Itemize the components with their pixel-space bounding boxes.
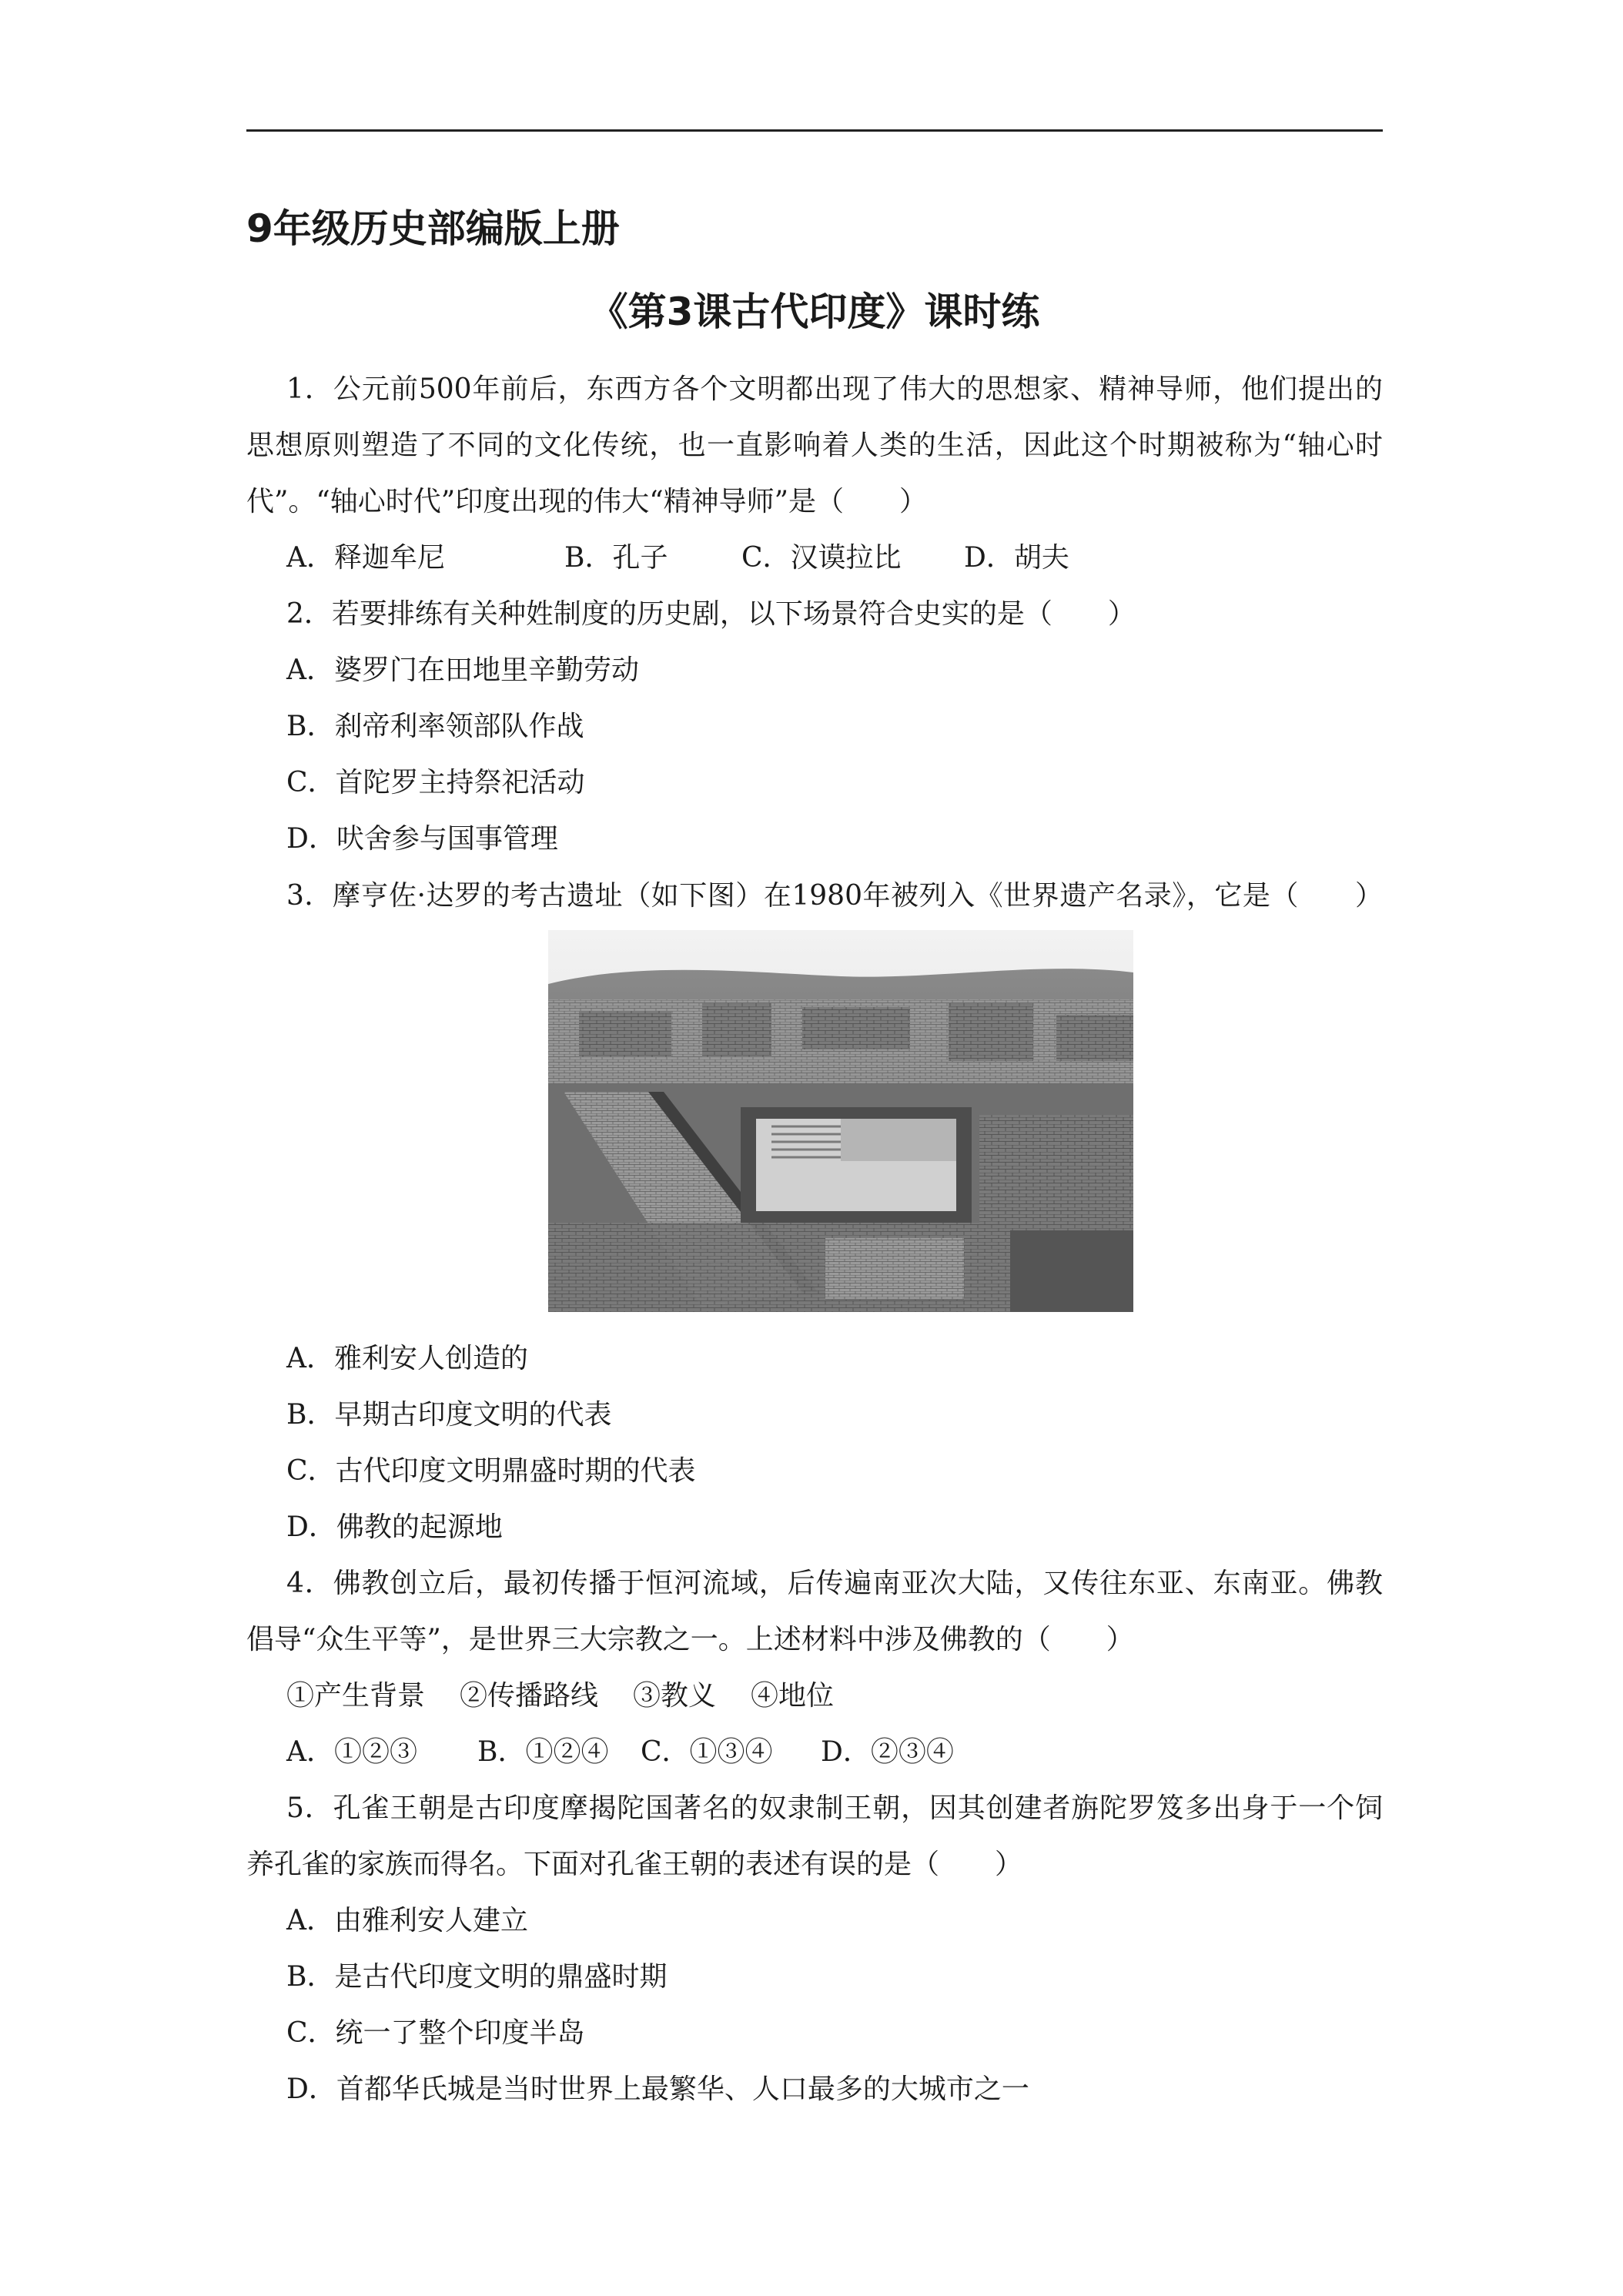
q2-option-d: D．吠舍参与国事管理 — [286, 823, 558, 855]
q1-stem-line-1: 1．公元前500年前后，东西方各个文明都出现了伟大的思想家、精神导师，他们提出的 — [286, 373, 1383, 405]
header-rule — [246, 129, 1383, 132]
q2-option-a: A．婆罗门在田地里辛勤劳动 — [286, 654, 639, 686]
q4-item-3: ③教义 — [633, 1680, 717, 1712]
q4-stem-line-1: 4．佛教创立后，最初传播于恒河流域，后传遍南亚次大陆，又传往东亚、东南亚。佛教 — [286, 1568, 1383, 1599]
q5-option-b: B．是古代印度文明的鼎盛时期 — [286, 1961, 668, 1993]
q4-stem-line-2: 倡导“众生平等”，是世界三大宗教之一。上述材料中涉及佛教的（ ） — [246, 1624, 1134, 1655]
q2-option-b: B．刹帝利率领部队作战 — [286, 711, 584, 742]
q1-stem-line-2: 思想原则塑造了不同的文化传统，也一直影响着人类的生活，因此这个时期被称为“轴心时 — [246, 430, 1383, 461]
q1-option-c: C．汉谟拉比 — [741, 542, 902, 574]
subject-heading: 9年级历史部编版上册 — [246, 206, 620, 251]
q4-item-1: ①产生背景 — [286, 1680, 426, 1712]
q3-option-b: B．早期古印度文明的代表 — [286, 1399, 612, 1431]
q3-option-a: A．雅利安人创造的 — [286, 1343, 528, 1374]
q2-stem: 2．若要排练有关种姓制度的历史剧，以下场景符合史实的是（ ） — [286, 598, 1136, 630]
q4-option-c: C．①③④ — [641, 1736, 773, 1768]
q3-option-d: D．佛教的起源地 — [286, 1511, 503, 1543]
q3-option-c: C．古代印度文明鼎盛时期的代表 — [286, 1455, 696, 1487]
q4-option-d: D．②③④ — [821, 1736, 954, 1768]
q4-item-2: ②传播路线 — [460, 1680, 599, 1712]
q1-option-a: A．释迦牟尼 — [286, 542, 445, 574]
q5-stem-line-1: 5．孔雀王朝是古印度摩揭陀国著名的奴隶制王朝，因其创建者旃陀罗笈多出身于一个饲 — [286, 1792, 1383, 1824]
q3-stem: 3．摩亨佐·达罗的考古遗址（如下图）在1980年被列入《世界遗产名录》，它是（ ） — [286, 880, 1383, 912]
q1-stem-line-3: 代”。“轴心时代”印度出现的伟大“精神导师”是（ ） — [246, 486, 928, 517]
q1-option-b: B．孔子 — [564, 542, 668, 574]
q5-option-c: C．统一了整个印度半岛 — [286, 2017, 585, 2049]
q4-option-b: B．①②④ — [477, 1736, 609, 1768]
q5-stem-line-2: 养孔雀的家族而得名。下面对孔雀王朝的表述有误的是（ ） — [246, 1849, 1023, 1880]
mohenjo-daro-ruins-photo — [548, 930, 1133, 1312]
q5-option-a: A．由雅利安人建立 — [286, 1905, 528, 1936]
lesson-title: 《第3课古代印度》课时练 — [589, 290, 1040, 334]
q4-option-a: A．①②③ — [286, 1736, 417, 1768]
q1-option-d: D．胡夫 — [964, 542, 1069, 574]
q5-option-d: D．首都华氏城是当时世界上最繁华、人口最多的大城市之一 — [286, 2073, 1029, 2105]
q4-item-4: ④地位 — [751, 1680, 835, 1712]
q2-option-c: C．首陀罗主持祭祀活动 — [286, 767, 585, 798]
